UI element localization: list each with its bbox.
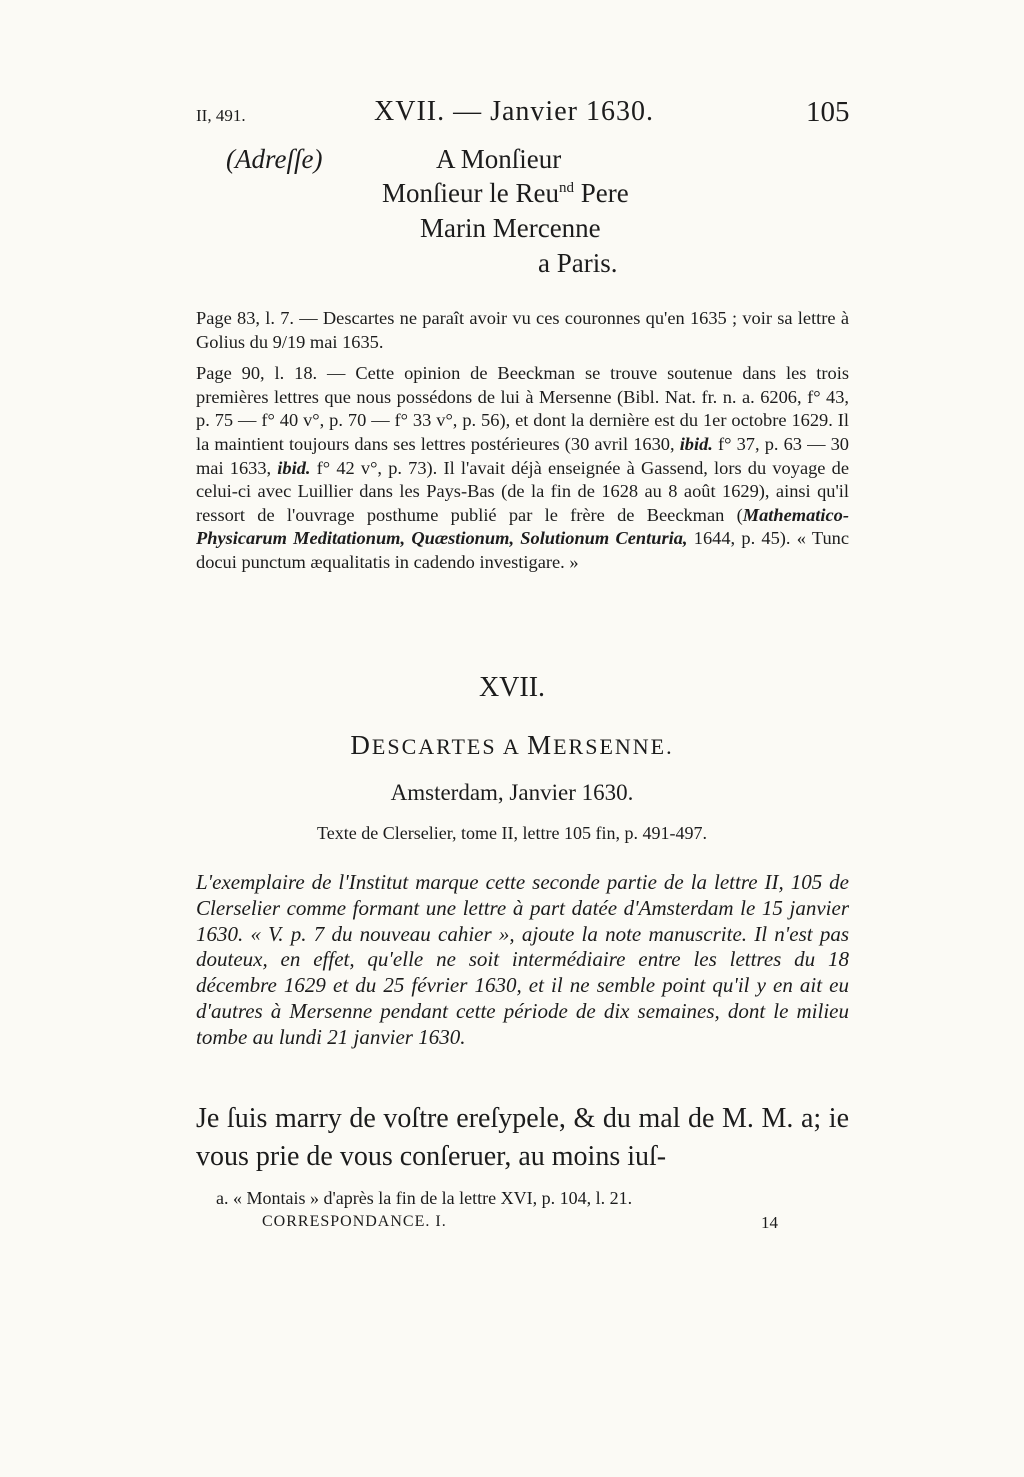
address-line-2-end: Pere <box>573 178 629 208</box>
note-page-90-part-c: f° 42 v°, p. 73). Il l'avait déjà enseignée à Gassend, lors du voyage de celui-ci avec Luillier dans les Pays-Bas (de la fin de 1628 au 8 août 1629), ainsi qu'il ressort de l'ouvrage posthume publié par le frère de Beeckman ( <box>196 457 849 525</box>
address-line-4: a Paris. <box>538 248 618 278</box>
note-ibid-1: ibid. <box>679 433 713 454</box>
editorial-notes <box>196 307 849 575</box>
note-page-83: Page 83, l. 7. — Descartes ne paraît avoir vu ces couronnes qu'en 1635 ; voir sa lettre à Golius du 9/19 mai 1635. <box>196 308 849 352</box>
address-line-2-text: Monſieur le Reu <box>382 178 559 208</box>
letter-body-text: Je ſuis marry de voſtre ereſypele, & du mal de M. M. a; ie vous prie de vous conſeruer, au moins iuſ- <box>196 1103 849 1172</box>
title-part-2: ERSENNE. <box>553 734 674 759</box>
signature-number: 14 <box>761 1213 778 1232</box>
address-line-3: Marin Mercenne <box>420 213 601 243</box>
running-head-title: XVII. — Janvier 1630. <box>374 96 654 127</box>
letter-body <box>196 1100 849 1176</box>
letter-place-date: Amsterdam, Janvier 1630. <box>390 780 634 805</box>
note-page-90 <box>196 362 849 574</box>
signature-mark: CORRESPONDANCE. I. <box>262 1213 447 1230</box>
address-line-2 <box>382 178 629 209</box>
editorial-intro <box>196 870 849 1051</box>
editorial-intro-text: L'exemplaire de l'Institut marque cette seconde partie de la lettre II, 105 de Clerselier comme formant une lettre à part datée d'Amsterdam le 15 janvier 1630. « V. p. 7 du nouveau cahier », ajoute la note manuscrite. Il n'est pas douteux, en effet, qu'elle ne soit intermédiaire entre les lettres du 18 décembre 1629 et du 25 février 1630, et il ne semble point qu'il y en ait eu d'autres à Mersenne pendant cette période de dix semaines, dont le milieu tombe au lundi 21 janvier 1630. <box>196 870 849 1049</box>
note-page-90-part-a: Page 90, l. 18. — Cette opinion de Beeckman se trouve soutenue dans les trois premières lettres que nous possédons de lui à Mersenne (Bibl. Nat. fr. n. a. 6206, f° 43, p. 75 — f° 40 v°, p. 70 — f° 33 v°, p. 56), et dont la dernière est du 1er octobre 1629. Il la maintient toujours dans ses lettres postérieures (30 avril 1630, <box>196 363 849 454</box>
address-tag: (Adreſſe) <box>226 144 323 174</box>
title-initial-2: M <box>527 730 554 760</box>
page-number: 105 <box>806 96 850 128</box>
note-ibid-2: ibid. <box>277 457 311 478</box>
address-line-2-superscript: nd <box>558 180 574 196</box>
letter-title <box>0 730 1024 761</box>
title-part-1: ESCARTES A <box>371 734 528 759</box>
running-head-reference: II, 491. <box>196 106 246 125</box>
note-page-90-part-d: 1644, p. 45). « Tunc docui punctum æqualitatis in cadendo investigare. » <box>196 528 850 572</box>
footnote-a: a. « Montais » d'après la fin de la lettre XVI, p. 104, l. 21. <box>216 1188 633 1208</box>
letter-source: Texte de Clerselier, tome II, lettre 105 fin, p. 491-497. <box>317 823 707 843</box>
address-line-1: A Monſieur <box>436 144 562 174</box>
note-page-90-part-b: f° 37, p. 63 — 30 mai 1633, <box>196 433 849 478</box>
letter-number: XVII. <box>478 672 546 703</box>
note-work-title: Mathematico-Physicarum Meditationum, Quæstionum, Solutionum Centuria, <box>196 504 849 549</box>
title-initial-1: D <box>350 730 372 760</box>
